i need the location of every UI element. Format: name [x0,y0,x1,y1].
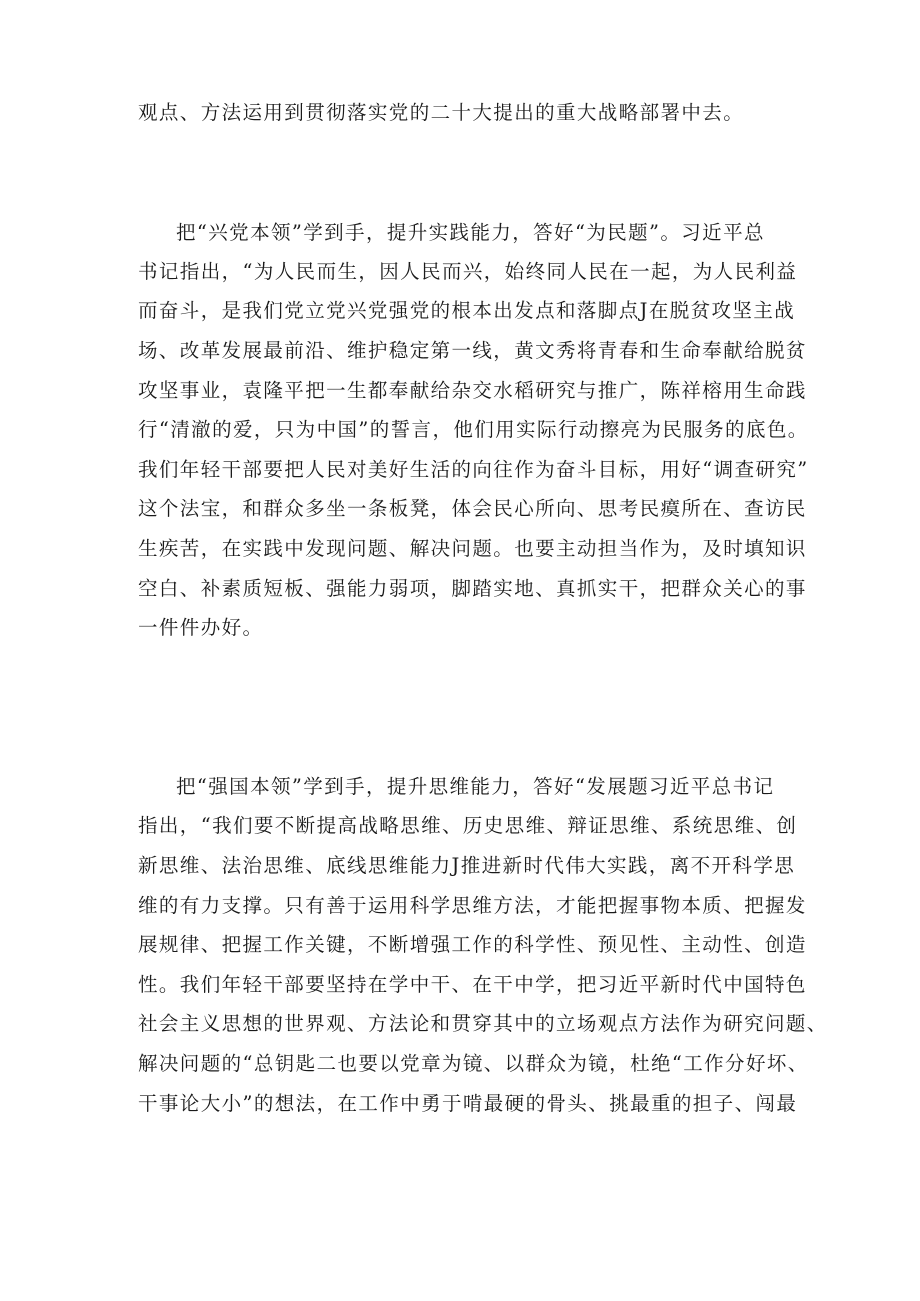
paragraph-2-line-2: 书记指出，“为人民而生，因人民而兴，始终同人民在一起，为人民利益 [138,260,798,283]
paragraph-3-line-6: 性。我们年轻干部要坚持在学中干、在干中学，把习近平新时代中国特色 [138,973,807,996]
paragraph-3-line-5: 展规律、把握工作关键，不断增强工作的科学性、预见性、主动性、创造 [138,933,807,956]
paragraph-2-line-12 [138,652,798,682]
paragraph-3-line-4: 维的有力支撑。只有善于运用科学思维方法，才能把握事物本质、把握发 [138,894,807,917]
paragraph-2-line-9: 生疾苦，在实践中发现问题、解决问题。也要主动担当作为，及时填知识 [138,537,807,560]
paragraph-3-line-3: 新思维、法治思维、底线思维能力J推进新时代伟大实践，离不开科学思 [138,854,796,877]
paragraph-2-line-11: 一件件办好。 [138,616,264,639]
paragraph-2-line-10: 空白、补素质短板、强能力弱项，脚踏实地、真抓实干，把群众关心的事 [138,577,807,600]
paragraph-2-line-7: 我们年轻干部要把人民对美好生活的向往作为奋斗目标，用好“调查研究” [138,458,809,481]
paragraph-3-line-9: 干事论大小”的想法，在工作中勇于啃最硬的骨头、挑最重的担子、闯最 [138,1092,798,1115]
paragraph-2-line-5: 攻坚事业，袁隆平把一生都奉献给杂交水稻研究与推广，陈祥榕用生命践 [138,379,807,402]
paragraph-1-line-1: 观点、方法运用到贯彻落实党的二十大提出的重大战略部署中去。 [138,101,745,124]
paragraph-3-line-1: 把“强国本领”学到手，提升思维能力，答好“发展题习近平总书记 [176,775,775,798]
paragraph-3-line-7: 社会主义思想的世界观、方法论和贯穿其中的立场观点方法作为研究问题、 [138,1012,828,1035]
paragraph-3-line-8: 解决问题的“总钥匙二也要以党章为镜、以群众为镜，杜绝“工作分好坏、 [138,1052,809,1075]
paragraph-2-line-4: 场、改革发展最前沿、维护稳定第一线，黄文秀将青春和生命奉献给脱贫 [138,339,807,362]
paragraph-2-line-1: 把“兴党本领”学到手，提升实践能力，答好“为民题”。习近平总 [176,221,765,244]
paragraph-2-line-6: 行“清澈的爱，只为中国”的誓言，他们用实际行动擦亮为民服务的底色。 [138,418,809,441]
paragraph-2-line-8: 这个法宝，和群众多坐一条板凳，体会民心所向、思考民瘼所在、查访民 [138,497,807,520]
paragraph-3-line-10 [138,1128,798,1158]
paragraph-2-line-3: 而奋斗，是我们党立党兴党强党的根本出发点和落脚点J在脱贫攻坚主战 [138,299,796,322]
paragraph-3-line-2: 指出，“我们要不断提高战略思维、历史思维、辩证思维、系统思维、创 [138,814,798,837]
